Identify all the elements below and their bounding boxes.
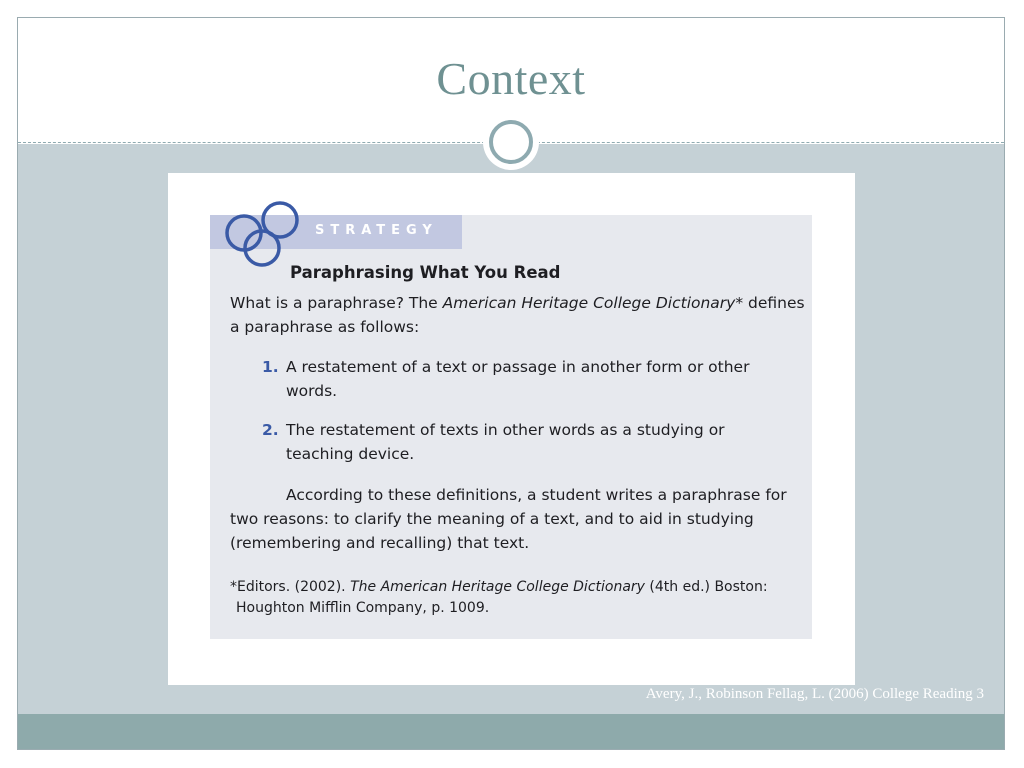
definition-item-1 (262, 355, 749, 379)
figure-heading: Paraphrasing What You Read (290, 263, 561, 282)
intro-line-1 (230, 291, 805, 315)
textbook-figure (168, 173, 855, 685)
footnote-line-2: Houghton Mifflin Company, p. 1009. (236, 600, 490, 616)
ring-inner (489, 120, 533, 164)
slide-citation: Avery, J., Robinson Fellag, L. (2006) College Reading 3 (645, 686, 984, 702)
slide-title: Context (436, 53, 586, 104)
intro-line-2: a paraphrase as follows: (230, 318, 420, 336)
textbook-page-scan (210, 215, 812, 639)
definition-item-2 (262, 418, 725, 442)
paragraph-line-3: (remembering and recalling) that text. (230, 534, 530, 552)
divider-ring-icon (483, 114, 539, 170)
footnote-dictionary-title: The American Heritage College Dictionary (350, 579, 645, 595)
paragraph-line-2: two reasons: to clarify the meaning of a text, and to aid in studying (230, 510, 754, 528)
intro-dictionary-title: American Heritage College Dictionary (442, 294, 736, 312)
slide (17, 17, 1005, 750)
footnote-text-b: (4th ed.) Boston: (644, 579, 768, 595)
footnote-text-a: *Editors. (2002). (230, 579, 351, 595)
item-1-number: 1. (262, 358, 279, 376)
item-1-line-1: A restatement of a text or passage in another form or other (286, 358, 750, 376)
item-2-line-1: The restatement of texts in other words as a studying or (286, 421, 725, 439)
strategy-label: STRATEGY (315, 223, 438, 238)
footer-bar (18, 714, 1004, 749)
strategy-rings-icon (218, 193, 328, 273)
item-1-line-2: words. (286, 382, 338, 400)
item-2-number: 2. (262, 421, 279, 439)
intro-text-a: What is a paraphrase? The (230, 294, 443, 312)
intro-text-b: * defines (735, 294, 805, 312)
footnote-line-1 (230, 577, 768, 597)
item-2-line-2: teaching device. (286, 445, 415, 463)
paragraph-line-1: According to these definitions, a student writes a paraphrase for (286, 486, 787, 504)
